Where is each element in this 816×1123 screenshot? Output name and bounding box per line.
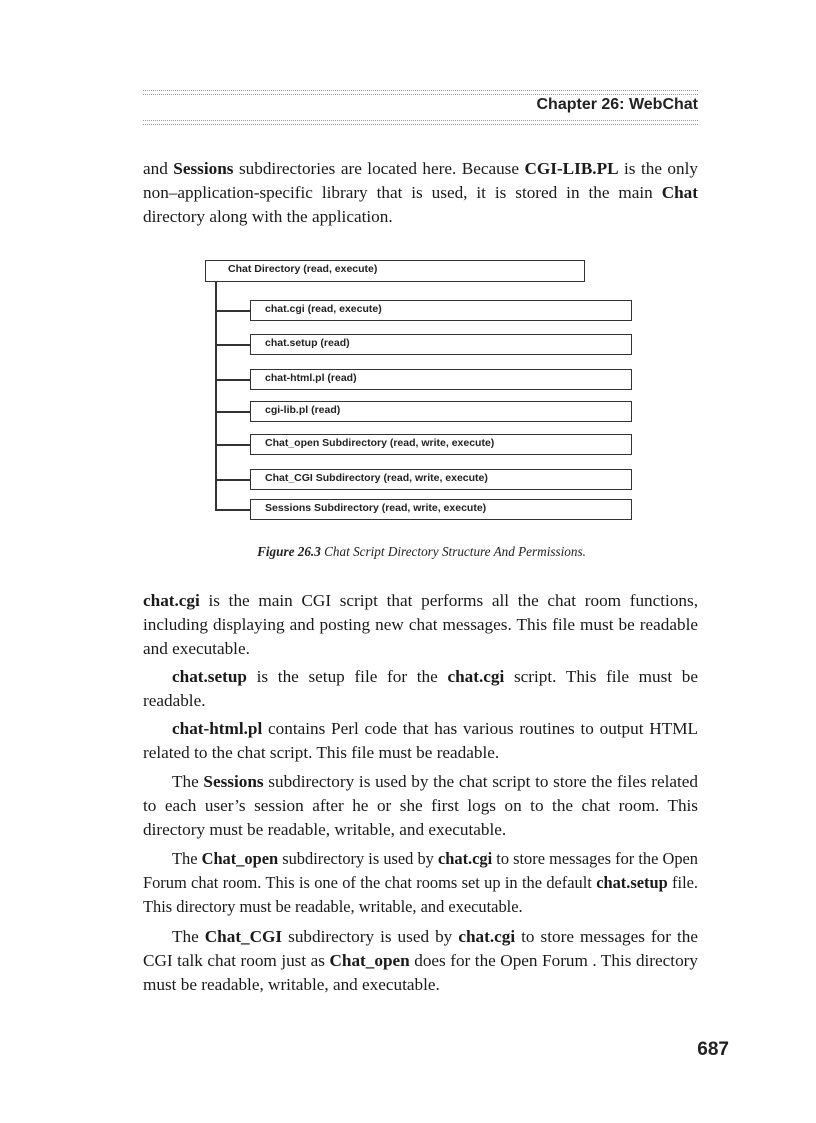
- tree-item-chat-cgi: chat.cgi (read, execute): [250, 300, 632, 321]
- tree-branch: [215, 310, 250, 312]
- paragraph-chat-cgi-subdir: The Chat_CGI subdirectory is used by chat.cgi to store messages for the CGI talk chat room just as Chat_open does for the Open Forum . This directory must be readable, writable, and executable.: [143, 927, 698, 994]
- tree-branch: [215, 479, 250, 481]
- tree-item-chat-setup: chat.setup (read): [250, 334, 632, 355]
- paragraph-chat-open: The Chat_open subdirectory is used by chat.cgi to store messages for the Open Forum chat room. This is one of the chat rooms set up in the default chat.setup file. This directory must be readable, writable, and executable.: [143, 849, 698, 916]
- running-header-title: Chapter 26: WebChat: [536, 96, 698, 113]
- paragraph-chat-cgi: chat.cgi is the main CGI script that performs all the chat room functions, including displaying and posting new chat messages. This file must be readable and executable.: [143, 591, 698, 658]
- paragraph-sessions: The Sessions subdirectory is used by the chat script to store the files related to each user’s session after he or she first logs on to the chat room. This directory must be readable, writable, and executable.: [143, 772, 698, 839]
- figure-caption: Figure 26.3 Chat Script Directory Structure And Permissions.: [257, 544, 586, 559]
- tree-branch: [215, 411, 250, 413]
- header-rule-top: [143, 90, 698, 95]
- tree-branch: [215, 444, 250, 446]
- page-number: 687: [697, 1039, 729, 1060]
- tree-trunk-line: [215, 281, 217, 510]
- tree-item-chat-cgi-subdir: Chat_CGI Subdirectory (read, write, execute): [250, 469, 632, 490]
- paragraph-chat-html: chat-html.pl contains Perl code that has various routines to output HTML related to the chat script. This file must be readable.: [143, 719, 698, 762]
- tree-item-sessions-subdir: Sessions Subdirectory (read, write, execute): [250, 499, 632, 520]
- tree-item-cgi-lib: cgi-lib.pl (read): [250, 401, 632, 422]
- header-rule-bottom: [143, 120, 698, 125]
- tree-root-chat-directory: Chat Directory (read, execute): [205, 260, 585, 282]
- paragraph-chat-setup: chat.setup is the setup file for the chat.cgi script. This file must be readable.: [143, 667, 698, 710]
- intro-paragraph: and Sessions subdirectories are located here. Because CGI-LIB.PL is the only non–application-specific library that is used, it is stored in the main Chat directory along with the application.: [143, 159, 698, 226]
- tree-branch: [215, 344, 250, 346]
- tree-item-chat-open-subdir: Chat_open Subdirectory (read, write, execute): [250, 434, 632, 455]
- tree-branch: [215, 509, 250, 511]
- tree-item-chat-html: chat-html.pl (read): [250, 369, 632, 390]
- tree-branch: [215, 379, 250, 381]
